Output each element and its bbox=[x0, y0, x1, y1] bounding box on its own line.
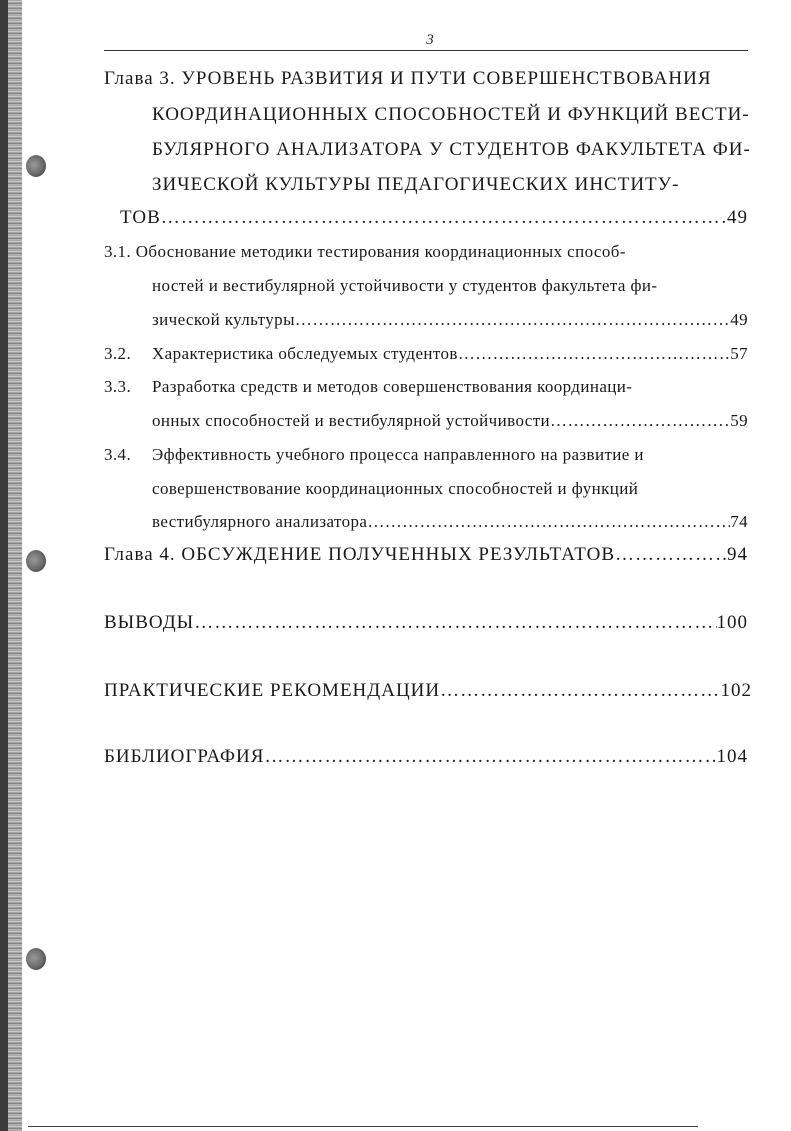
toc-recommendations-entry[interactable] bbox=[104, 680, 752, 702]
header-rule bbox=[104, 50, 748, 51]
binding-shadow bbox=[0, 0, 8, 1131]
dot-leader bbox=[264, 746, 716, 768]
toc-s33-page: 59 bbox=[730, 411, 748, 430]
dot-leader bbox=[194, 612, 716, 634]
toc-s31-entry[interactable] bbox=[152, 310, 748, 330]
dot-leader bbox=[161, 207, 727, 229]
dot-leader bbox=[440, 680, 720, 702]
toc-s32-page: 57 bbox=[730, 344, 748, 363]
dot-leader bbox=[550, 411, 730, 431]
toc-s34-entry[interactable] bbox=[152, 512, 748, 532]
toc-s32-entry[interactable] bbox=[104, 344, 748, 364]
toc-conclusions-entry[interactable] bbox=[104, 612, 748, 634]
toc-s31-page: 49 bbox=[730, 310, 748, 329]
dot-leader bbox=[295, 310, 730, 330]
toc-ch3-page: 49 bbox=[727, 207, 748, 228]
footer-rule bbox=[28, 1126, 698, 1127]
toc-conclusions-title: ВЫВОДЫ bbox=[104, 612, 195, 633]
toc-s31-last: зической культуры bbox=[152, 310, 295, 329]
toc-ch3-entry[interactable] bbox=[120, 207, 748, 229]
toc-s34-first bbox=[104, 445, 644, 465]
toc-ch4-title: Глава 4. ОБСУЖДЕНИЕ ПОЛУЧЕННЫХ РЕЗУЛЬТАТОВ bbox=[104, 544, 615, 565]
toc-recommendations-title: ПРАКТИЧЕСКИЕ РЕКОМЕНДАЦИИ bbox=[104, 680, 441, 701]
toc-bibliography-page: 104 bbox=[716, 746, 748, 767]
toc-s34-line-2: совершенствование координационных способностей и функций bbox=[152, 479, 639, 498]
toc-s34-num: 3.4. bbox=[104, 445, 132, 464]
toc-ch4-entry[interactable] bbox=[104, 544, 748, 566]
toc-bibliography-title: БИБЛИОГРАФИЯ bbox=[104, 746, 265, 767]
toc-ch3-line-3: БУЛЯРНОГО АНАЛИЗАТОРА У СТУДЕНТОВ ФАКУЛЬТЕТА ФИ- bbox=[152, 139, 751, 160]
toc-s31-line-1: 3.1. Обоснование методики тестирования координационных способ- bbox=[104, 242, 626, 261]
toc-ch3-line-4: ЗИЧЕСКОЙ КУЛЬТУРЫ ПЕДАГОГИЧЕСКИХ ИНСТИТУ- bbox=[152, 174, 680, 195]
dot-leader bbox=[458, 344, 730, 364]
toc-s32-title: Характеристика обследуемых студентов bbox=[152, 344, 458, 363]
toc-bibliography-entry[interactable] bbox=[104, 746, 748, 768]
toc-ch3-last: ТОВ bbox=[120, 207, 161, 228]
punch-hole bbox=[26, 550, 46, 572]
dot-leader bbox=[367, 512, 730, 532]
toc-s33-first bbox=[104, 377, 632, 397]
toc-ch4-page: 94 bbox=[727, 544, 748, 565]
toc-ch3-line-2: КООРДИНАЦИОННЫХ СПОСОБНОСТЕЙ И ФУНКЦИЙ ВЕСТИ- bbox=[152, 104, 750, 125]
toc-s31-line-2: ностей и вестибулярной устойчивости у студентов факультета фи- bbox=[152, 276, 658, 295]
punch-hole bbox=[26, 948, 46, 970]
toc-ch3-line-1: Глава 3. УРОВЕНЬ РАЗВИТИЯ И ПУТИ СОВЕРШЕНСТВОВАНИЯ bbox=[104, 68, 712, 89]
toc-s33-last: онных способностей и вестибулярной устойчивости bbox=[152, 411, 551, 430]
toc-conclusions-page: 100 bbox=[716, 612, 748, 633]
toc-s33-line-1: Разработка средств и методов совершенствования координаци- bbox=[152, 377, 633, 396]
toc-s34-last: вестибулярного анализатора bbox=[152, 512, 368, 531]
toc-s33-num: 3.3. bbox=[104, 377, 132, 396]
page-number: 3 bbox=[426, 32, 434, 48]
toc-s33-entry[interactable] bbox=[152, 411, 748, 431]
toc-s34-page: 74 bbox=[730, 512, 748, 531]
toc-s34-line-1: Эффективность учебного процесса направленного на развитие и bbox=[152, 445, 644, 464]
toc-s32-num: 3.2. bbox=[104, 344, 132, 363]
punch-hole bbox=[26, 155, 46, 177]
dot-leader bbox=[615, 544, 727, 566]
toc-recommendations-page: 102 bbox=[720, 680, 752, 701]
